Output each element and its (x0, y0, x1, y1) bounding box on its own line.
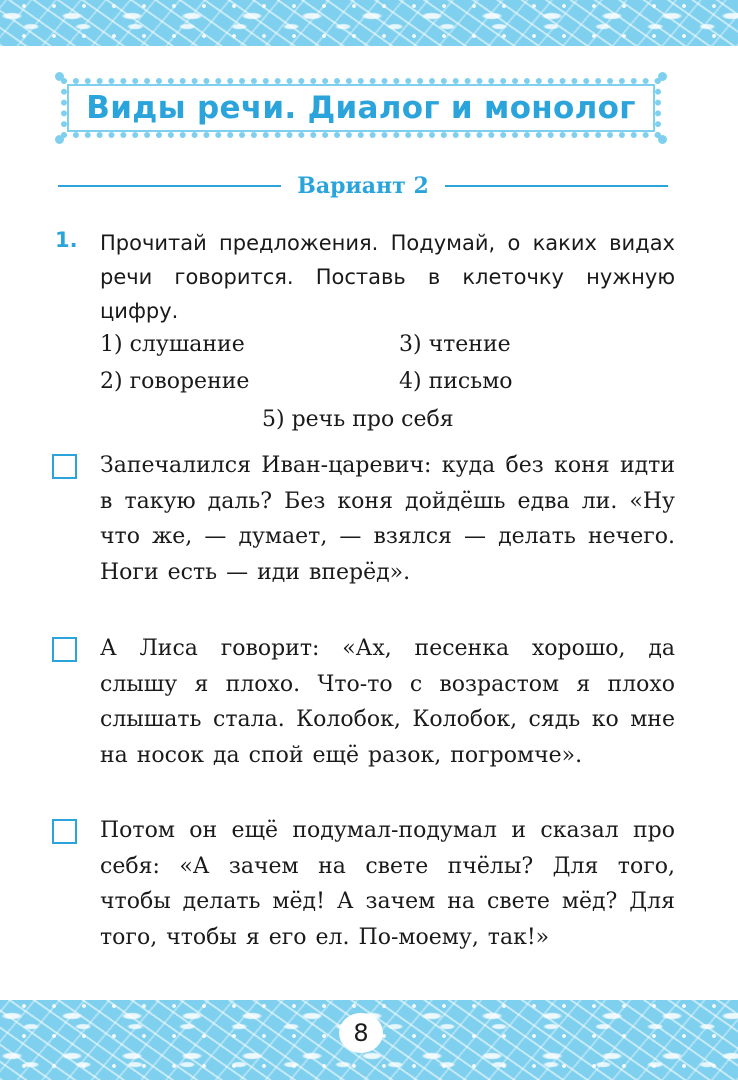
exercise-text: Потом он ещё подумал-подумал и сказал про себя: «А зачем на свете пчёлы? Для того, чтобы делать мёд! А зачем на свете мёд? Для того, чтобы я его ел. По-моему, так!» (100, 818, 675, 950)
variant-label: Вариант 2 (297, 173, 429, 199)
task-instruction: Прочитай предложения. Подумай, о каких видах речи говорится. Поставь в клеточку нужную цифру. (100, 231, 675, 323)
divider-left (58, 185, 281, 187)
frame-corner-dot (55, 72, 64, 81)
exercise-text: А Лиса говорит: «Ах, песенка хорошо, да слышу я плохо. Что-то с возрастом я плохо слышать стала. Колобок, Колобок, сядь ко мне на носок да спой ещё разок, погромче». (100, 636, 675, 768)
title-frame-inner (67, 84, 655, 132)
title-frame (55, 72, 667, 144)
option-1: 1) слушание (100, 332, 245, 357)
option-4: 4) письмо (399, 369, 513, 394)
exercise-text: Запечалился Иван-царевич: куда без коня идти в такую даль? Без коня дойдёшь едва ли. «Ну что же, — думает, — взялся — делать нечего. Ноги есть — иди вперёд». (100, 453, 675, 585)
page-title: Виды речи. Диалог и монолог (86, 90, 636, 126)
frame-corner-dot (658, 135, 667, 144)
answer-checkbox[interactable] (52, 819, 77, 844)
divider-right (445, 185, 668, 187)
task-number: 1. (55, 228, 78, 252)
frame-corner-dot (658, 72, 667, 81)
option-2: 2) говорение (100, 369, 250, 394)
answer-checkbox[interactable] (52, 454, 77, 479)
page-number: 8 (339, 1013, 383, 1053)
top-ornament-band (0, 0, 738, 46)
answer-checkbox[interactable] (52, 637, 77, 662)
option-3: 3) чтение (399, 332, 511, 357)
option-5: 5) речь про себя (262, 407, 454, 432)
variant-heading (58, 168, 668, 204)
frame-corner-dot (55, 135, 64, 144)
